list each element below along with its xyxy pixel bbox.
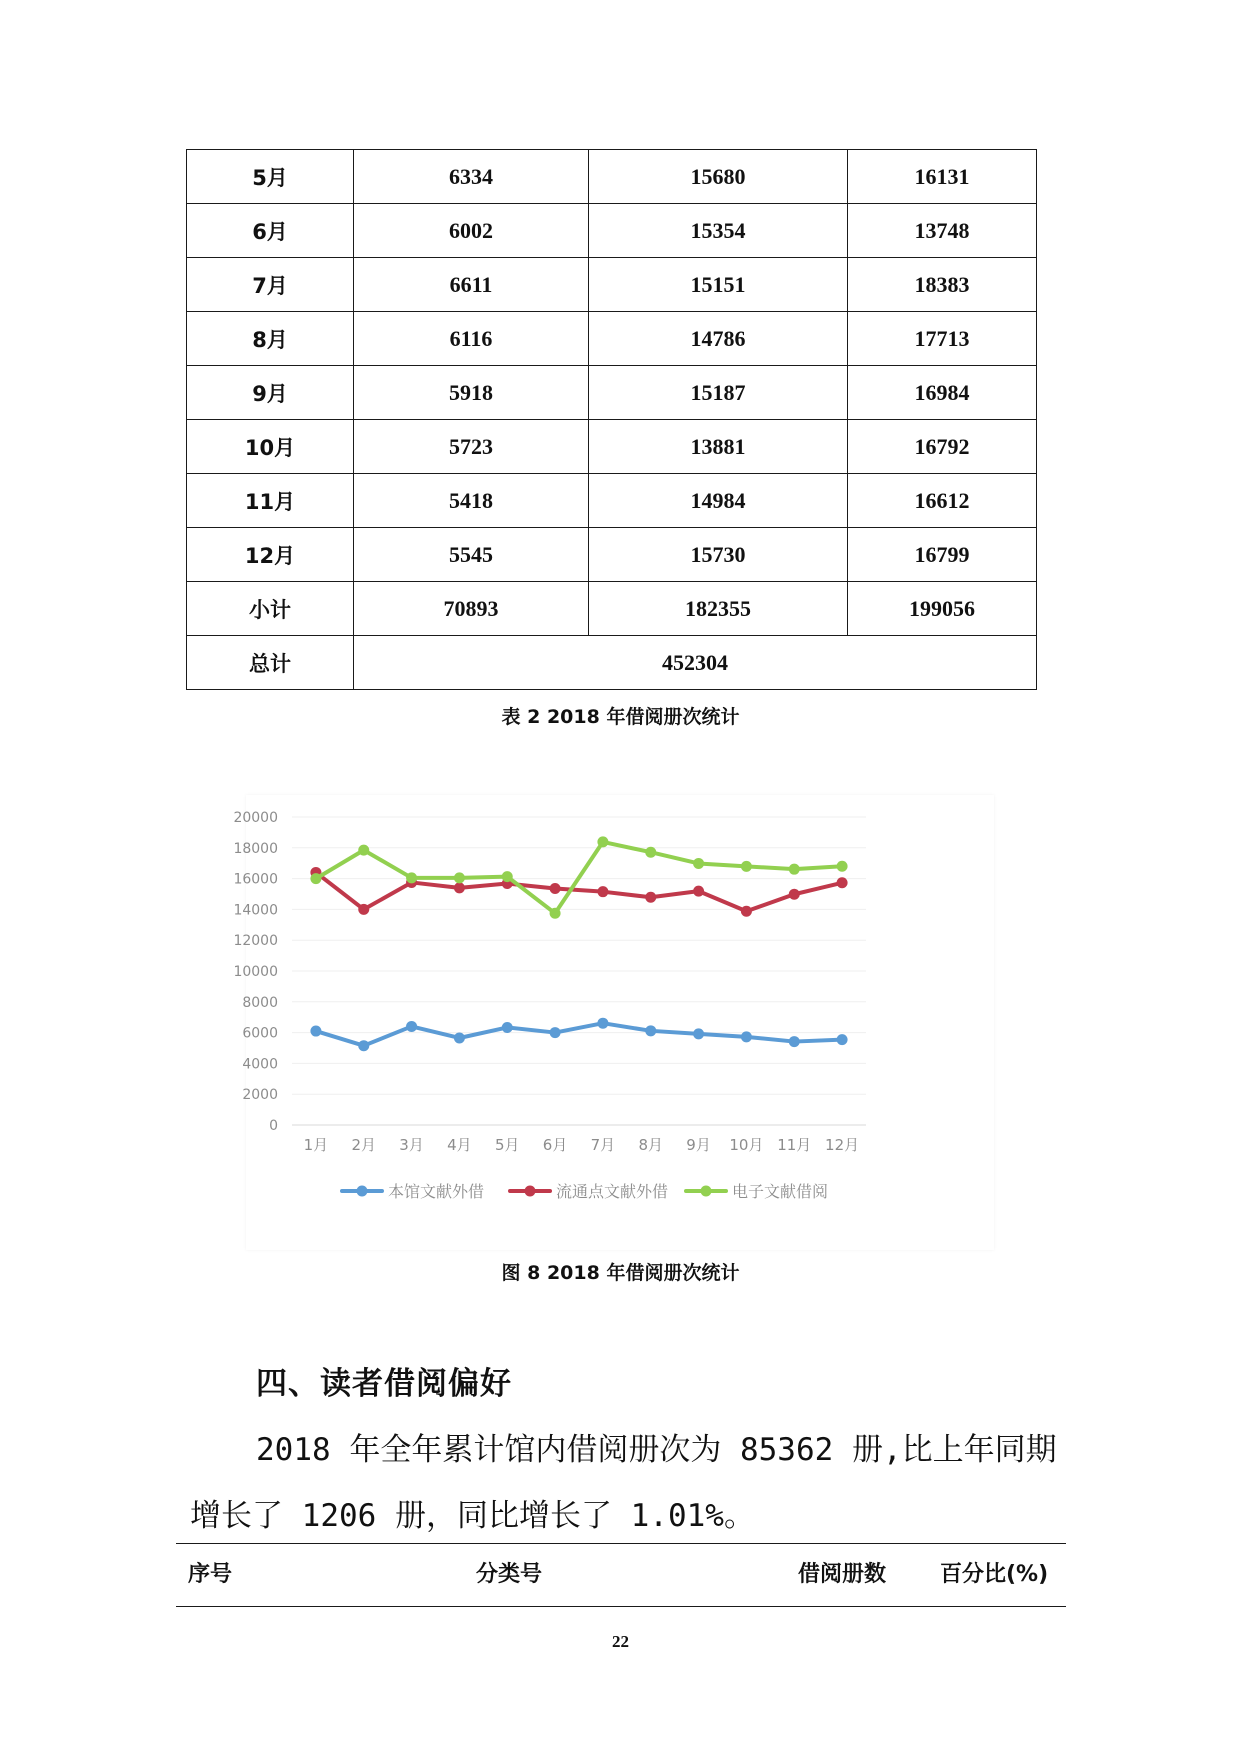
library-loans-cell: 5918 — [354, 366, 589, 420]
subtotal-row — [187, 582, 1037, 636]
data-point — [837, 861, 848, 872]
chart-gridlines — [292, 817, 866, 1125]
legend-label: 电子文献借阅 — [732, 1182, 829, 1201]
month-cell: 12月 — [187, 528, 354, 582]
monthly-stats-table — [186, 149, 1037, 690]
legend-label: 流通点文献外借 — [556, 1182, 669, 1201]
data-point — [310, 1026, 321, 1037]
x-tick-label: 11月 — [777, 1136, 812, 1154]
header-percent: 百分比(%) — [940, 1562, 1049, 1587]
table-row — [187, 366, 1037, 420]
y-tick-label: 20000 — [233, 810, 278, 826]
legend-swatch-marker — [525, 1186, 536, 1197]
library-loans-cell: 6116 — [354, 312, 589, 366]
y-tick-label: 2000 — [242, 1087, 278, 1104]
header-loan-count: 借阅册数 — [798, 1562, 887, 1587]
table-row — [187, 258, 1037, 312]
library-loans-cell: 6611 — [354, 258, 589, 312]
section-heading: 四、读者借阅偏好 — [256, 1366, 512, 1402]
circulation-loans-cell: 15187 — [589, 366, 848, 420]
month-cell: 8月 — [187, 312, 354, 366]
electronic-loans-cell: 16792 — [848, 420, 1037, 474]
figure-caption: 图 8 2018 年借阅册次统计 — [501, 1262, 740, 1284]
series-line — [316, 1023, 842, 1045]
month-cell: 10月 — [187, 420, 354, 474]
circulation-loans-cell: 13881 — [589, 420, 848, 474]
data-point — [406, 872, 417, 883]
x-tick-label: 5月 — [494, 1136, 520, 1154]
y-tick-label: 14000 — [233, 902, 278, 919]
data-point — [741, 1031, 752, 1042]
data-point — [645, 1025, 656, 1036]
data-point — [597, 886, 608, 897]
legend-swatch-marker — [357, 1186, 368, 1197]
data-point — [645, 847, 656, 858]
data-point — [837, 1034, 848, 1045]
data-point — [837, 877, 848, 888]
table-row — [187, 420, 1037, 474]
chart-legend — [342, 1182, 828, 1201]
data-point — [597, 1018, 608, 1029]
data-point — [693, 858, 704, 869]
table-caption: 表 2 2018 年借阅册次统计 — [501, 706, 740, 728]
data-point — [693, 1028, 704, 1039]
data-point — [645, 892, 656, 903]
subtotal-label: 小计 — [187, 582, 354, 636]
table-row — [187, 312, 1037, 366]
table-row — [187, 474, 1037, 528]
month-cell: 6月 — [187, 204, 354, 258]
circulation-loans-cell: 14786 — [589, 312, 848, 366]
y-tick-label: 0 — [269, 1118, 278, 1134]
y-tick-label: 10000 — [233, 964, 278, 980]
x-axis-ticks — [304, 1136, 859, 1154]
electronic-loans-cell: 18383 — [848, 258, 1037, 312]
series-line — [316, 842, 842, 913]
data-point — [550, 908, 561, 919]
x-tick-label: 4月 — [447, 1136, 472, 1154]
data-point — [358, 904, 369, 915]
x-tick-label: 10月 — [729, 1136, 764, 1154]
x-tick-label: 3月 — [399, 1136, 424, 1154]
x-tick-label: 2月 — [351, 1136, 377, 1154]
data-point — [502, 1022, 513, 1033]
y-tick-label: 12000 — [233, 933, 278, 950]
data-point — [406, 1021, 417, 1032]
y-tick-label: 16000 — [233, 871, 278, 888]
electronic-loans-cell: 16131 — [848, 150, 1037, 204]
table-row — [187, 204, 1037, 258]
loan-statistics-chart — [233, 795, 994, 1250]
total-value-cell: 452304 — [354, 636, 1037, 690]
legend-label: 本馆文献外借 — [388, 1182, 485, 1201]
paragraph-line: 2018 年全年累计馆内借阅册次为 85362 册,比上年同期 — [256, 1432, 1057, 1468]
table-row — [187, 528, 1037, 582]
table-row — [187, 150, 1037, 204]
data-point — [789, 889, 800, 900]
data-point — [789, 864, 800, 875]
subtotal-library-cell: 70893 — [354, 582, 589, 636]
total-label: 总计 — [187, 636, 354, 690]
subtotal-electronic-cell: 199056 — [848, 582, 1037, 636]
electronic-loans-cell: 13748 — [848, 204, 1037, 258]
month-cell: 11月 — [187, 474, 354, 528]
data-point — [741, 861, 752, 872]
y-tick-label: 4000 — [242, 1056, 278, 1073]
header-seq: 序号 — [188, 1562, 233, 1587]
data-point — [502, 871, 513, 882]
electronic-loans-cell: 16799 — [848, 528, 1037, 582]
circulation-loans-cell: 14984 — [589, 474, 848, 528]
circulation-loans-cell: 15354 — [589, 204, 848, 258]
library-loans-cell: 5545 — [354, 528, 589, 582]
data-point — [693, 886, 704, 897]
data-point — [358, 845, 369, 856]
data-point — [550, 1027, 561, 1038]
paragraph-line: 增长了 1206 册，同比增长了 1.01%。 — [190, 1498, 755, 1534]
chart-series — [310, 836, 847, 1051]
circulation-loans-cell: 15730 — [589, 528, 848, 582]
y-tick-label: 8000 — [242, 994, 278, 1011]
data-point — [741, 906, 752, 917]
circulation-loans-cell: 15680 — [589, 150, 848, 204]
x-tick-label: 7月 — [590, 1136, 616, 1154]
y-tick-label: 18000 — [233, 840, 278, 857]
library-loans-cell: 5723 — [354, 420, 589, 474]
data-point — [358, 1040, 369, 1051]
x-tick-label: 1月 — [303, 1136, 329, 1154]
electronic-loans-cell: 16984 — [848, 366, 1037, 420]
data-point — [454, 882, 465, 893]
library-loans-cell: 6334 — [354, 150, 589, 204]
electronic-loans-cell: 16612 — [848, 474, 1037, 528]
circulation-loans-cell: 15151 — [589, 258, 848, 312]
subtotal-circulation-cell: 182355 — [589, 582, 848, 636]
data-point — [597, 836, 608, 847]
total-row — [187, 636, 1037, 690]
month-cell: 7月 — [187, 258, 354, 312]
data-point — [789, 1036, 800, 1047]
x-tick-label: 9月 — [686, 1136, 711, 1154]
data-point — [310, 873, 321, 884]
page-number: 22 — [612, 1632, 629, 1651]
data-point — [550, 883, 561, 894]
x-tick-label: 8月 — [638, 1136, 664, 1154]
data-point — [454, 1032, 465, 1043]
x-tick-label: 12月 — [825, 1136, 860, 1154]
month-cell: 5月 — [187, 150, 354, 204]
chart-canvas — [233, 795, 994, 1250]
electronic-loans-cell: 17713 — [848, 312, 1037, 366]
y-axis-ticks — [233, 810, 278, 1134]
header-class-number: 分类号 — [476, 1562, 543, 1587]
month-cell: 9月 — [187, 366, 354, 420]
library-loans-cell: 6002 — [354, 204, 589, 258]
data-point — [454, 872, 465, 883]
x-tick-label: 6月 — [542, 1136, 568, 1154]
library-loans-cell: 5418 — [354, 474, 589, 528]
y-tick-label: 6000 — [242, 1025, 278, 1042]
classification-table-header — [176, 1543, 1066, 1607]
legend-swatch-marker — [701, 1186, 712, 1197]
